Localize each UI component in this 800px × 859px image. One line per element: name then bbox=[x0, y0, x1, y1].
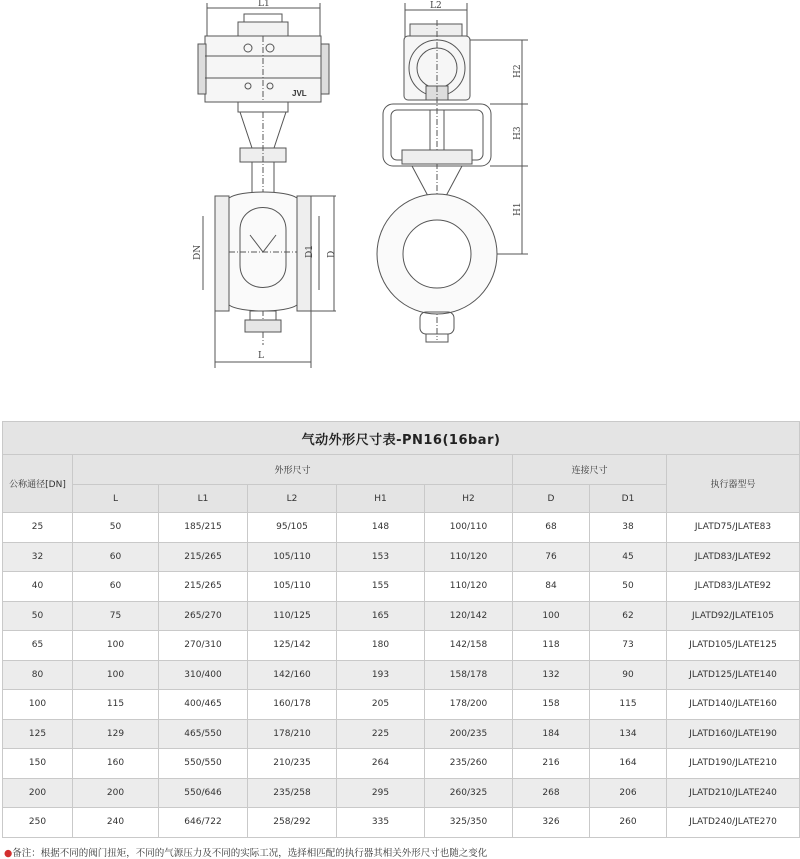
header-actuator-model: 执行器型号 bbox=[667, 455, 800, 513]
table-cell: 148 bbox=[337, 513, 425, 543]
table-cell: 142/158 bbox=[425, 631, 513, 661]
brand-label: JVL bbox=[292, 89, 307, 98]
table-cell: 295 bbox=[337, 778, 425, 808]
table-cell: 45 bbox=[590, 542, 667, 572]
table-cell: 129 bbox=[73, 719, 159, 749]
table-cell: 50 bbox=[73, 513, 159, 543]
table-cell: 60 bbox=[73, 572, 159, 602]
sub-header-l2: L2 bbox=[248, 485, 337, 513]
table-cell: 215/265 bbox=[159, 542, 248, 572]
table-cell: 206 bbox=[590, 778, 667, 808]
table-cell: 40 bbox=[3, 572, 73, 602]
table-cell: 258/292 bbox=[248, 808, 337, 838]
header-nominal-diameter: 公称通径[DN] bbox=[3, 455, 73, 513]
table-cell: 50 bbox=[3, 601, 73, 631]
table-cell: JLATD92/JLATE105 bbox=[667, 601, 800, 631]
table-cell: 164 bbox=[590, 749, 667, 779]
table-cell: 178/210 bbox=[248, 719, 337, 749]
sub-header-d1: D1 bbox=[590, 485, 667, 513]
table-cell: 115 bbox=[590, 690, 667, 720]
table-cell: 180 bbox=[337, 631, 425, 661]
table-cell: JLATD83/JLATE92 bbox=[667, 542, 800, 572]
table-cell: 38 bbox=[590, 513, 667, 543]
table-cell: 105/110 bbox=[248, 572, 337, 602]
sub-header-l: L bbox=[73, 485, 159, 513]
table-cell: 65 bbox=[3, 631, 73, 661]
table-cell: 150 bbox=[3, 749, 73, 779]
table-cell: 325/350 bbox=[425, 808, 513, 838]
dim-label-l2: L2 bbox=[430, 1, 442, 11]
header-connection-dimensions: 连接尺寸 bbox=[513, 455, 667, 485]
table-cell: 465/550 bbox=[159, 719, 248, 749]
table-cell: 200 bbox=[3, 778, 73, 808]
table-cell: 268 bbox=[513, 778, 590, 808]
table-row bbox=[3, 631, 800, 661]
table-cell: 100 bbox=[73, 660, 159, 690]
table-cell: 25 bbox=[3, 513, 73, 543]
dim-label-d1: D1 bbox=[305, 245, 315, 258]
table-cell: 225 bbox=[337, 719, 425, 749]
table-cell: 100 bbox=[73, 631, 159, 661]
table-cell: 264 bbox=[337, 749, 425, 779]
table-cell: 210/235 bbox=[248, 749, 337, 779]
table-cell: 160/178 bbox=[248, 690, 337, 720]
table-cell: 250 bbox=[3, 808, 73, 838]
table-cell: 84 bbox=[513, 572, 590, 602]
table-row bbox=[3, 513, 800, 543]
table-cell: JLATD75/JLATE83 bbox=[667, 513, 800, 543]
table-cell: 75 bbox=[73, 601, 159, 631]
table-cell: 193 bbox=[337, 660, 425, 690]
table-row bbox=[3, 778, 800, 808]
table-cell: 132 bbox=[513, 660, 590, 690]
table-cell: 125 bbox=[3, 719, 73, 749]
header-outline-dimensions: 外形尺寸 bbox=[73, 455, 513, 485]
table-cell: 216 bbox=[513, 749, 590, 779]
table-cell: 158/178 bbox=[425, 660, 513, 690]
table-cell: 200 bbox=[73, 778, 159, 808]
dim-label-l1: L1 bbox=[258, 0, 270, 9]
table-cell: 550/646 bbox=[159, 778, 248, 808]
table-cell: 260/325 bbox=[425, 778, 513, 808]
table-cell: 326 bbox=[513, 808, 590, 838]
table-title: 气动外形尺寸表-PN16(16bar) bbox=[3, 422, 800, 455]
table-cell: 95/105 bbox=[248, 513, 337, 543]
dim-label-l: L bbox=[258, 351, 264, 361]
table-cell: 165 bbox=[337, 601, 425, 631]
table-cell: 178/200 bbox=[425, 690, 513, 720]
table-cell: 32 bbox=[3, 542, 73, 572]
table-cell: 335 bbox=[337, 808, 425, 838]
table-row bbox=[3, 542, 800, 572]
sub-header-d: D bbox=[513, 485, 590, 513]
dim-label-dn: DN bbox=[193, 244, 203, 260]
table-row bbox=[3, 808, 800, 838]
sub-header-l1: L1 bbox=[159, 485, 248, 513]
table-cell: 400/465 bbox=[159, 690, 248, 720]
table-cell: 80 bbox=[3, 660, 73, 690]
table-row bbox=[3, 660, 800, 690]
table-cell: 155 bbox=[337, 572, 425, 602]
table-cell: 62 bbox=[590, 601, 667, 631]
table-body bbox=[3, 513, 800, 838]
table-cell: JLATD83/JLATE92 bbox=[667, 572, 800, 602]
table-cell: 60 bbox=[73, 542, 159, 572]
table-cell: 260 bbox=[590, 808, 667, 838]
table-cell: 215/265 bbox=[159, 572, 248, 602]
table-cell: 120/142 bbox=[425, 601, 513, 631]
table-cell: 270/310 bbox=[159, 631, 248, 661]
table-row bbox=[3, 690, 800, 720]
table-row bbox=[3, 601, 800, 631]
table-cell: 118 bbox=[513, 631, 590, 661]
table-cell: 160 bbox=[73, 749, 159, 779]
table-cell: 134 bbox=[590, 719, 667, 749]
table-cell: 200/235 bbox=[425, 719, 513, 749]
table-cell: 100/110 bbox=[425, 513, 513, 543]
table-cell: 115 bbox=[73, 690, 159, 720]
footnote bbox=[4, 845, 487, 859]
table-cell: JLATD125/JLATE140 bbox=[667, 660, 800, 690]
table-cell: 90 bbox=[590, 660, 667, 690]
table-cell: 185/215 bbox=[159, 513, 248, 543]
table-row bbox=[3, 749, 800, 779]
table-cell: JLATD240/JLATE270 bbox=[667, 808, 800, 838]
table-row bbox=[3, 572, 800, 602]
valve-technical-drawing bbox=[0, 0, 800, 420]
table-cell: 105/110 bbox=[248, 542, 337, 572]
table-cell: 265/270 bbox=[159, 601, 248, 631]
table-cell: JLATD105/JLATE125 bbox=[667, 631, 800, 661]
table-cell: 158 bbox=[513, 690, 590, 720]
sub-header-h2: H2 bbox=[425, 485, 513, 513]
table-cell: 550/550 bbox=[159, 749, 248, 779]
table-cell: 205 bbox=[337, 690, 425, 720]
table-cell: JLATD140/JLATE160 bbox=[667, 690, 800, 720]
dim-label-h2: H2 bbox=[513, 64, 523, 78]
table-cell: 235/260 bbox=[425, 749, 513, 779]
note-text: 备注：根据不同的阀门扭矩，不同的气源压力及不同的实际工况，选择相匹配的执行器其相关外形尺寸也随之变化 bbox=[12, 848, 488, 859]
table-cell: 110/120 bbox=[425, 572, 513, 602]
table-cell: JLATD190/JLATE210 bbox=[667, 749, 800, 779]
table-cell: JLATD210/JLATE240 bbox=[667, 778, 800, 808]
sub-header-h1: H1 bbox=[337, 485, 425, 513]
table-cell: 110/125 bbox=[248, 601, 337, 631]
table-cell: 184 bbox=[513, 719, 590, 749]
table-cell: 240 bbox=[73, 808, 159, 838]
note-bullet: ● bbox=[4, 848, 13, 859]
table-cell: 235/258 bbox=[248, 778, 337, 808]
table-cell: 125/142 bbox=[248, 631, 337, 661]
table-cell: 50 bbox=[590, 572, 667, 602]
table-cell: 73 bbox=[590, 631, 667, 661]
dimension-table bbox=[2, 421, 800, 838]
dim-label-h3: H3 bbox=[513, 126, 523, 140]
table-cell: 153 bbox=[337, 542, 425, 572]
table-cell: JLATD160/JLATE190 bbox=[667, 719, 800, 749]
table-cell: 110/120 bbox=[425, 542, 513, 572]
table-cell: 76 bbox=[513, 542, 590, 572]
table-cell: 646/722 bbox=[159, 808, 248, 838]
table-cell: 100 bbox=[3, 690, 73, 720]
dim-label-h1: H1 bbox=[513, 202, 523, 216]
table-cell: 142/160 bbox=[248, 660, 337, 690]
table-cell: 310/400 bbox=[159, 660, 248, 690]
table-cell: 68 bbox=[513, 513, 590, 543]
valve-drawing bbox=[0, 0, 800, 420]
dim-label-d: D bbox=[327, 250, 337, 258]
table-row bbox=[3, 719, 800, 749]
table-cell: 100 bbox=[513, 601, 590, 631]
